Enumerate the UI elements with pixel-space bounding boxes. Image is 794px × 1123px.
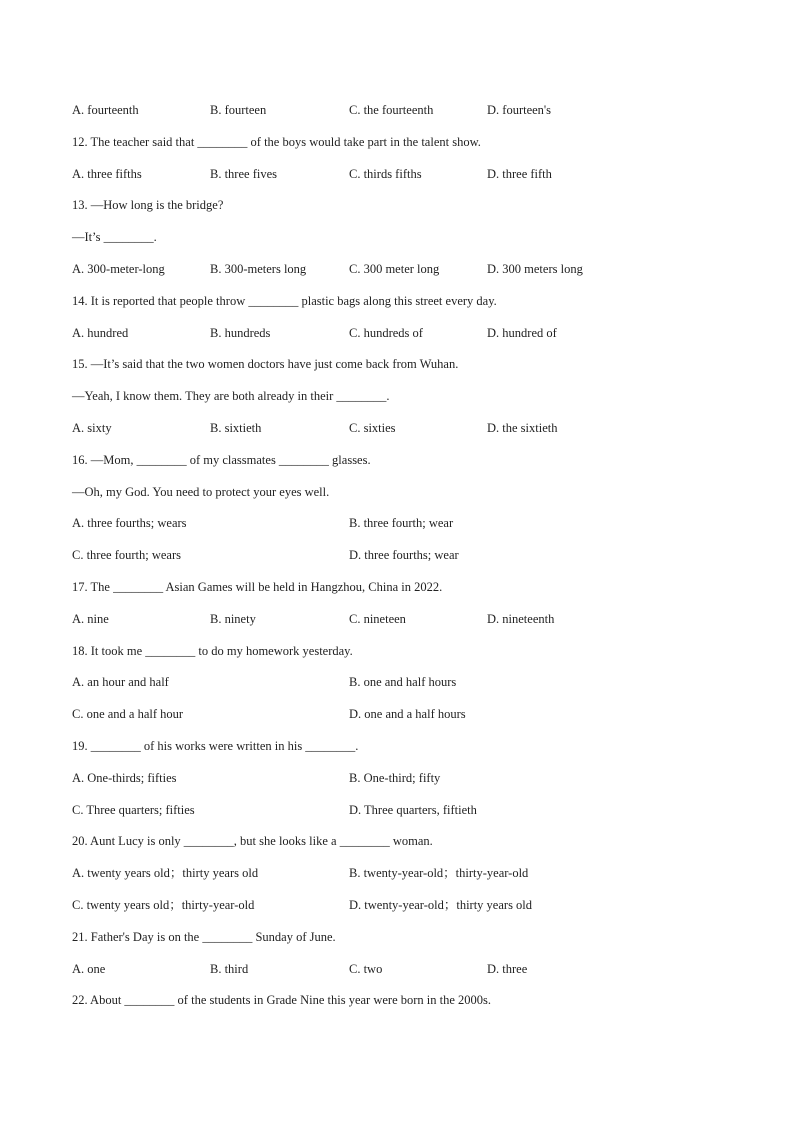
answer-option: B. hundreds	[210, 325, 271, 340]
answer-options-row	[72, 800, 732, 832]
answer-options-row	[72, 768, 732, 800]
answer-options-row	[72, 609, 732, 641]
answer-options-row	[72, 959, 732, 991]
answer-option: D. hundred of	[487, 325, 557, 340]
answer-option: D. the sixtieth	[487, 420, 558, 435]
answer-option: A. nine	[72, 611, 109, 626]
answer-options-row	[72, 895, 732, 927]
answer-option: C. hundreds of	[349, 325, 423, 340]
answer-option: D. Three quarters, fiftieth	[349, 802, 477, 817]
answer-option: C. thirds fifths	[349, 166, 422, 181]
answer-option: A. sixty	[72, 420, 112, 435]
question-text-line: —Yeah, I know them. They are both already in their ________.	[72, 389, 390, 404]
answer-option: C. sixties	[349, 420, 396, 435]
answer-option: B. three fourth; wear	[349, 516, 454, 531]
answer-option: A. fourteenth	[72, 103, 139, 117]
answer-options-row	[72, 418, 732, 450]
answer-options-row	[72, 513, 732, 545]
answer-option: B. 300-meters long	[210, 261, 307, 276]
question-text-line: 13. —How long is the bridge?	[72, 198, 224, 213]
answer-option: C. nineteen	[349, 611, 406, 626]
answer-option: A. One-thirds; fifties	[72, 770, 177, 785]
question-text-line: 15. —It’s said that the two women doctors have just come back from Wuhan.	[72, 357, 459, 372]
answer-options-row	[72, 323, 732, 355]
answer-option: B. sixtieth	[210, 420, 262, 435]
answer-option: B. ninety	[210, 611, 256, 626]
answer-option: B. three fives	[210, 166, 277, 181]
question-sheet	[72, 100, 732, 1022]
answer-options-row	[72, 863, 732, 895]
question-text-line: 21. Father's Day is on the ________ Sunday of June.	[72, 929, 336, 944]
answer-option: C. the fourteenth	[349, 103, 434, 117]
answer-options-row	[72, 259, 732, 291]
question-text-line: 14. It is reported that people throw ________ plastic bags along this street every day.	[72, 293, 497, 308]
question-text-line: 19. ________ of his works were written in his ________.	[72, 738, 359, 753]
answer-option: B. third	[210, 961, 249, 976]
answer-options-row	[72, 672, 732, 704]
question-text-line: 17. The ________ Asian Games will be held in Hangzhou, China in 2022.	[72, 579, 443, 594]
answer-option: C. two	[349, 961, 383, 976]
answer-option: D. three	[487, 961, 528, 976]
question-text-line: —Oh, my God. You need to protect your eyes well.	[72, 484, 330, 499]
answer-option: C. three fourth; wears	[72, 548, 181, 563]
answer-options-row	[72, 545, 732, 577]
answer-options-row	[72, 100, 732, 132]
question-text-line: 16. —Mom, ________ of my classmates ________ glasses.	[72, 452, 371, 467]
answer-option: B. fourteen	[210, 103, 267, 117]
answer-option: A. hundred	[72, 325, 129, 340]
question-text-line: 18. It took me ________ to do my homework yesterday.	[72, 643, 353, 658]
answer-option: A. three fifths	[72, 166, 142, 181]
answer-option: D. three fourths; wear	[349, 548, 459, 563]
answer-option: D. three fifth	[487, 166, 552, 181]
answer-option: D. one and a half hours	[349, 707, 466, 722]
answer-option: D. twenty-year-old；thirty years old	[349, 897, 533, 912]
question-text-line: —It’s ________.	[72, 230, 157, 245]
answer-option: D. 300 meters long	[487, 261, 583, 276]
answer-option: C. twenty years old；thirty-year-old	[72, 897, 255, 912]
answer-option: B. One-third; fifty	[349, 770, 441, 785]
answer-options-row	[72, 704, 732, 736]
answer-option: C. 300 meter long	[349, 261, 440, 276]
answer-option: A. three fourths; wears	[72, 516, 187, 531]
answer-option: C. Three quarters; fifties	[72, 802, 195, 817]
answer-option: B. one and half hours	[349, 675, 457, 690]
question-text-line: 12. The teacher said that ________ of the boys would take part in the talent show.	[72, 134, 481, 149]
answer-option: A. twenty years old；thirty years old	[72, 866, 259, 881]
answer-option: B. twenty-year-old；thirty-year-old	[349, 866, 529, 881]
answer-options-row	[72, 164, 732, 196]
question-text-line: 22. About ________ of the students in Grade Nine this year were born in the 2000s.	[72, 993, 492, 1008]
answer-option: D. fourteen's	[487, 103, 552, 117]
question-text-line: 20. Aunt Lucy is only ________, but she looks like a ________ woman.	[72, 834, 433, 849]
answer-option: D. nineteenth	[487, 611, 555, 626]
answer-option: C. one and a half hour	[72, 707, 184, 722]
answer-option: A. 300-meter-long	[72, 261, 165, 276]
answer-option: A. an hour and half	[72, 675, 169, 690]
answer-option: A. one	[72, 961, 106, 976]
